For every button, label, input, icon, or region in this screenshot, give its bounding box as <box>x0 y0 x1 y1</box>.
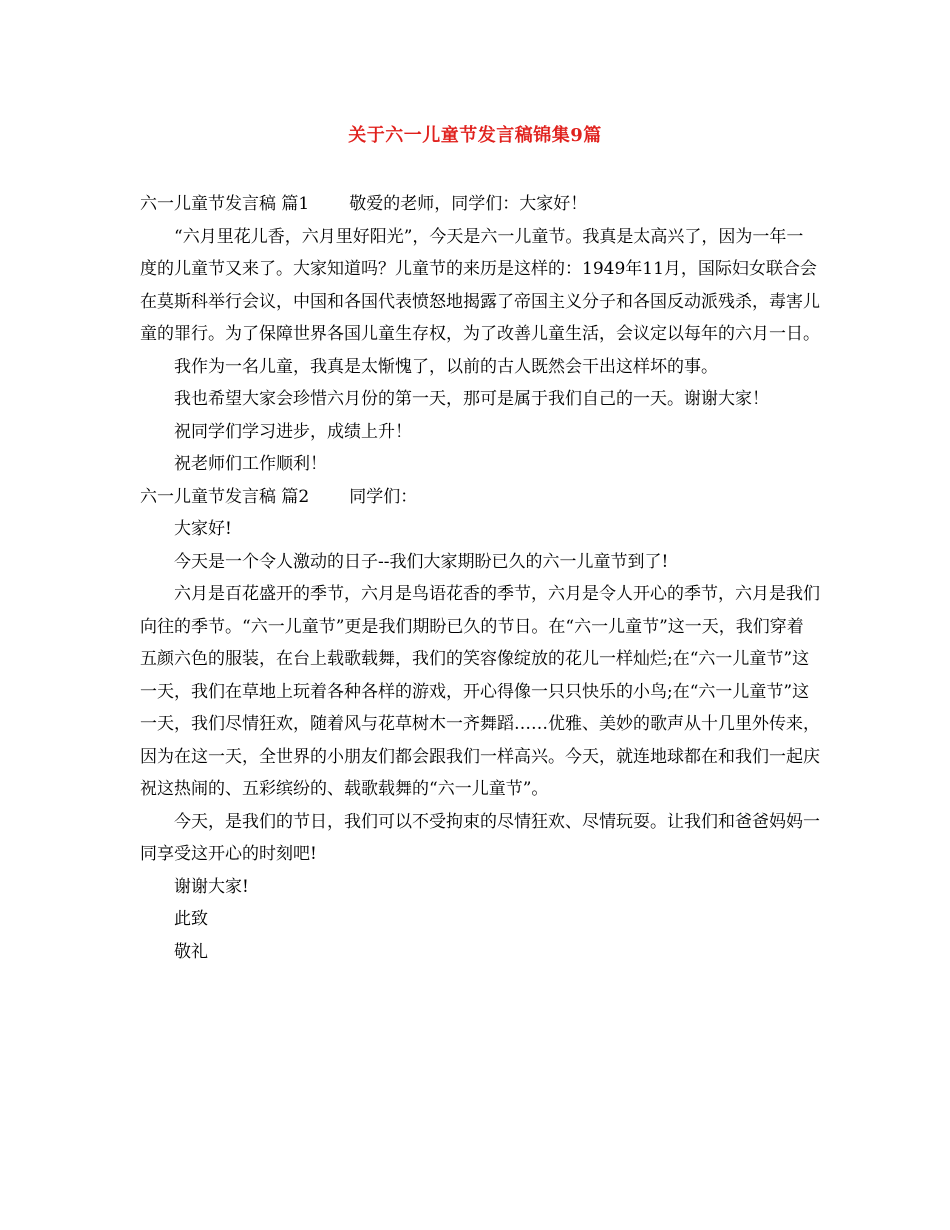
article-1-paragraph: 祝同学们学习进步，成绩上升！ <box>174 421 412 442</box>
article-2-paragraph: 大家好! <box>174 519 232 539</box>
article-2-paragraph: 敬礼 <box>174 941 208 962</box>
article-2-salutation: 同学们： <box>349 486 418 507</box>
article-2-heading-line <box>140 481 820 514</box>
article-2-paragraph: 今天是一个令人激动的日子--我们大家期盼已久的六一儿童节到了! <box>174 551 669 572</box>
document-title: 关于六一儿童节发言稿锦集9篇 <box>348 125 602 146</box>
article-2-paragraph: 今天，是我们的节日，我们可以不受拘束的尽情狂欢、尽情玩耍。让我们和爸爸妈妈一同享受这开心的时刻吧! <box>140 811 820 864</box>
article-1-paragraph: 祝老师们工作顺利！ <box>174 454 327 474</box>
article-2-paragraph: 六月是百花盛开的季节，六月是鸟语花香的季节，六月是令人开心的季节，六月是我们向往的季节。“六一儿童节”更是我们期盼已久的节日。在“六一儿童节”这一天，我们穿着五颜六色的服装，在台上载歌载舞，我们的笑容像绽放的花儿一样灿烂;在“六一儿童节”这一天，我们在草地上玩着各种各样的游戏，开心得像一只只快乐的小鸟;在“六一儿童节”这一天，我们尽情狂欢，随着风与花草树木一齐舞蹈……优雅、美妙的歌声从十几里外传来，因为在这一天，全世界的小朋友们都会跟我们一样高兴。今天，就连地球都在和我们一起庆祝这热闹的、五彩缤纷的、载歌载舞的“六一儿童节”。 <box>140 584 820 799</box>
article-1-paragraph: 我也希望大家会珍惜六月份的第一天，那可是属于我们自己的一天。谢谢大家！ <box>174 389 769 409</box>
article-1-heading-line <box>140 188 820 221</box>
article-1-salutation: 敬爱的老师，同学们：大家好！ <box>349 194 588 214</box>
article-2-heading: 六一儿童节发言稿 篇2 <box>140 486 310 507</box>
document-body <box>140 188 820 968</box>
article-1-heading: 六一儿童节发言稿 篇1 <box>140 194 310 214</box>
article-1-paragraph: 我作为一名儿童，我真是太惭愧了，以前的古人既然会干出这样坏的事。 <box>174 356 718 377</box>
article-2-paragraph: 谢谢大家! <box>174 876 249 897</box>
article-2-paragraph: 此致 <box>174 909 208 929</box>
article-1-paragraph: “六月里花儿香，六月里好阳光”，今天是六一儿童节。我真是太高兴了，因为一年一度的儿童节又来了。大家知道吗？儿童节的来历是这样的：1949年11月，国际妇女联合会在莫斯科举行会议，中国和各国代表愤怒地揭露了帝国主义分子和各国反动派残杀，毒害儿童的罪行。为了保障世界各国儿童生存权，为了改善儿童生活，会议定以每年的六月一日。 <box>140 226 820 344</box>
